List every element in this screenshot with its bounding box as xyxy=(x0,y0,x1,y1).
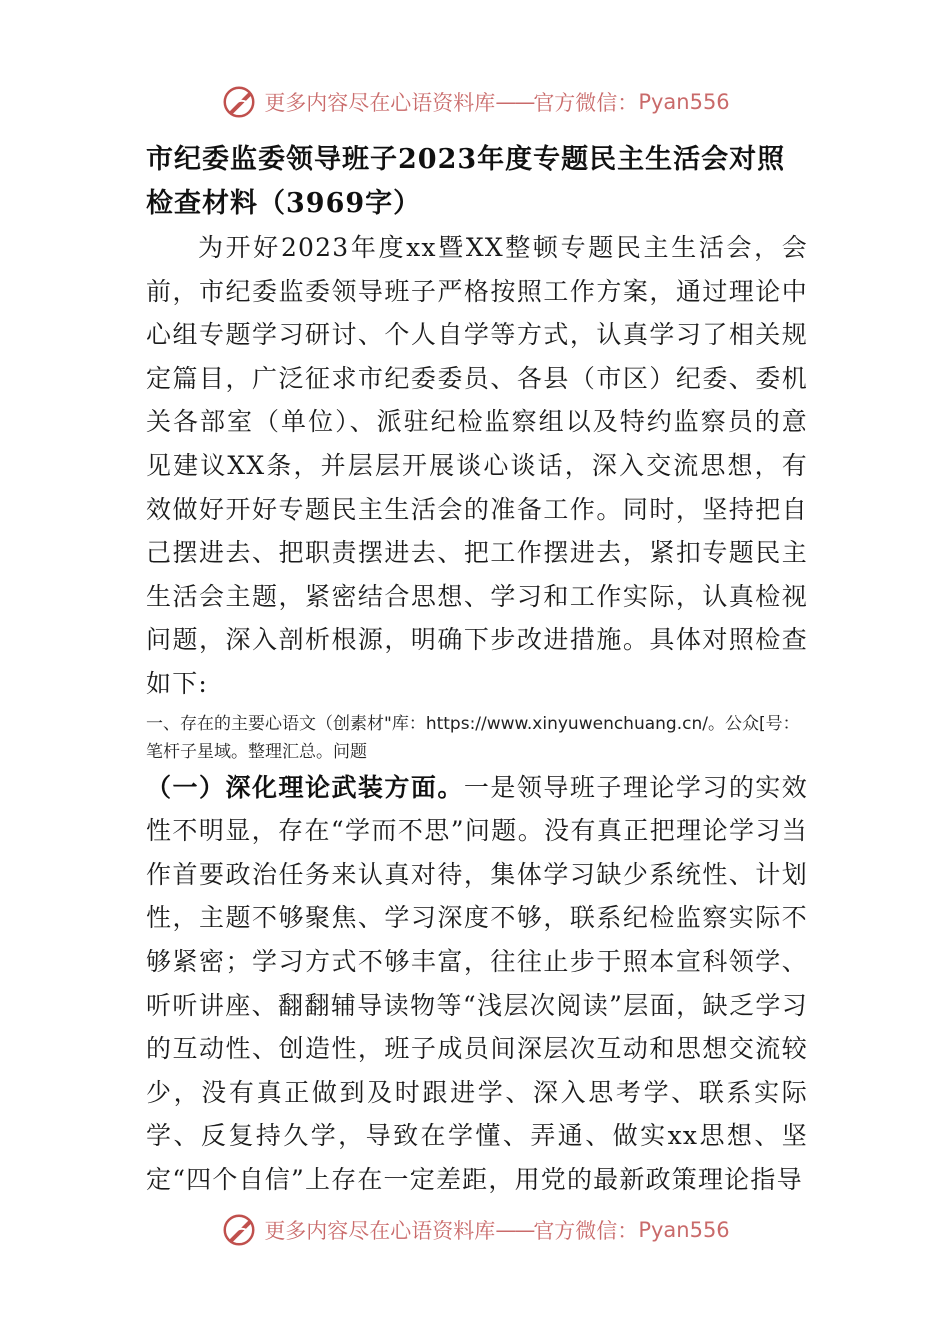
section-heading-line: 一、存在的主要心语文（创素材"库：https://www.xinyuwenchuang.cn/。公众[号：笔杆子星域。整理汇总。问题 xyxy=(146,713,800,762)
banner-text: 更多内容尽在心语资料库 xyxy=(264,91,496,115)
banner-separator: —— xyxy=(495,1218,534,1242)
banner-separator: —— xyxy=(495,90,534,114)
document-title: 市纪委监委领导班子2023年度专题民主生活会对照检查材料（3969字） xyxy=(146,144,786,219)
watermark-banner-top xyxy=(0,80,950,124)
pen-circle-logo-icon xyxy=(220,1211,258,1249)
banner-text: 更多内容尽在心语资料库 xyxy=(264,1219,496,1243)
intro-paragraph: 为开好2023年度xx暨XX整顿专题民主生活会，会前，市纪委监委领导班子严格按照工作方案，通过理论中心组专题学习研讨、个人自学等方式，认真学习了相关规定篇目，广泛征求市纪委委员、各县（市区）纪委、委机关各部室（单位）、派驻纪检监察组以及特约监察员的意见建议XX条，并层层开展谈心谈话，深入交流思想，有效做好开好专题民主生活会的准备工作。同时，坚持把自己摆进去、把职责摆进去、把工作摆进去，紧扣专题民主生活会主题，紧密结合思想、学习和工作实际，认真检视问题，深入剖析根源，明确下步改进措施。具体对照检查如下: xyxy=(146,233,808,698)
banner-official: 官方微信： xyxy=(533,91,639,115)
subsection-body: 一是领导班子理论学习的实效性不明显，存在“学而不思”问题。没有真正把理论学习当作首要政治任务来认真对待，集体学习缺少系统性、计划性，主题不够聚焦、学习深度不够，联系纪检监察实际不够紧密；学习方式不够丰富，往往止步于照本宣科领学、听听讲座、翻翻辅导读物等“浅层次阅读”层面，缺乏学习的互动性、创造性，班子成员间深层次互动和思想交流较少，没有真正做到及时跟进学、深入思考学、联系实际学、反复持久学，导致在学懂、弄通、做实xx思想、坚定“四个自信”上存在一定差距，用党的最新政策理论指导 xyxy=(146,772,808,1194)
banner-official: 官方微信： xyxy=(533,1219,639,1243)
document-body xyxy=(146,138,808,1201)
pen-circle-logo-icon xyxy=(220,83,258,121)
banner-account: Pyan556 xyxy=(638,1218,730,1242)
watermark-banner-bottom xyxy=(0,1208,950,1252)
subsection-heading: （一）深化理论武装方面。 xyxy=(146,772,464,802)
banner-account: Pyan556 xyxy=(638,90,730,114)
subsection-paragraph xyxy=(146,766,808,1202)
